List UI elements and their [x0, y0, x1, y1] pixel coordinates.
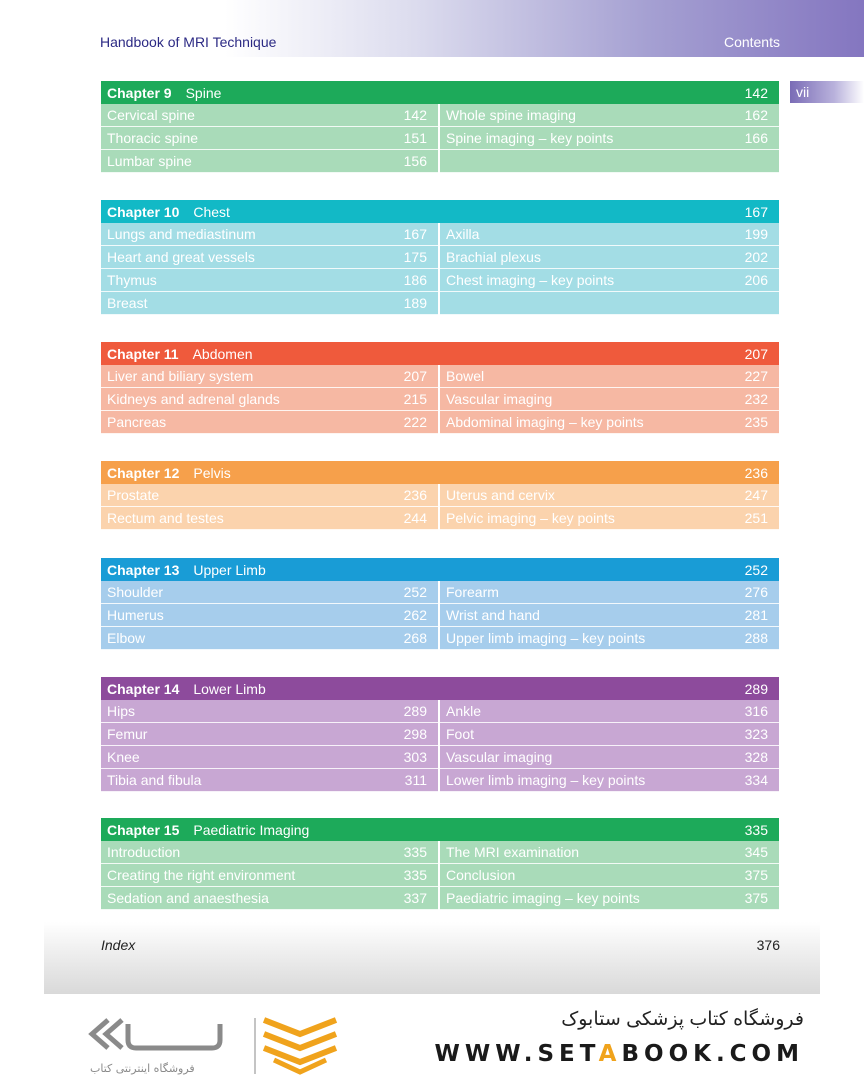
entry-title: Uterus and cervix — [446, 487, 555, 503]
entry-title: Whole spine imaging — [446, 107, 576, 123]
entry-page: 328 — [744, 749, 768, 765]
entry-page: 207 — [403, 368, 427, 384]
entries-column-right — [440, 104, 779, 173]
entry-title: Paediatric imaging – key points — [446, 890, 640, 906]
entry-page: 268 — [403, 630, 427, 646]
entry-page: 199 — [744, 226, 768, 242]
entry-page: 186 — [403, 272, 427, 288]
entry-title: Vascular imaging — [446, 749, 553, 765]
toc-entry[interactable] — [440, 581, 779, 604]
entry-title: Upper limb imaging – key points — [446, 630, 646, 646]
entry-title: Liver and biliary system — [107, 368, 254, 384]
toc-entry[interactable] — [440, 104, 779, 127]
entry-title: Elbow — [107, 630, 146, 646]
entry-title: Chest imaging – key points — [446, 272, 615, 288]
chapter-number: Chapter 9 — [107, 84, 172, 101]
logo-arrows-icon — [92, 1020, 122, 1048]
entry-page: 337 — [403, 890, 427, 906]
entry-title: Prostate — [107, 487, 160, 503]
entry-page: 303 — [403, 749, 427, 765]
entry-title: Thoracic spine — [107, 130, 199, 146]
toc-entry[interactable] — [440, 746, 779, 769]
toc-entry[interactable] — [101, 769, 438, 792]
toc-entry — [440, 150, 779, 173]
toc-entry[interactable] — [101, 484, 438, 507]
chapter-heading[interactable] — [101, 558, 779, 581]
store-name: فروشگاه کتاب پزشکی ستابوک — [561, 1009, 804, 1030]
toc-entry[interactable] — [440, 887, 779, 910]
arrow-left-inner — [106, 1020, 122, 1048]
entry-page: 162 — [744, 107, 768, 123]
toc-entry[interactable] — [101, 841, 438, 864]
entry-title: Pancreas — [107, 414, 167, 430]
entry-title: Lungs and mediastinum — [107, 226, 256, 242]
entry-page: 222 — [403, 414, 427, 430]
chapter-title: Spine — [185, 84, 222, 101]
entry-title: Cervical spine — [107, 107, 195, 123]
index-label[interactable]: Index — [101, 937, 136, 953]
book-title: Handbook of MRI Technique — [100, 34, 277, 50]
entries-column-right — [440, 700, 779, 792]
entry-page: 276 — [744, 584, 768, 600]
entry-page: 335 — [403, 844, 427, 860]
toc-entry[interactable] — [101, 292, 438, 315]
toc-entry — [440, 292, 779, 315]
url-highlight: A — [598, 1041, 622, 1067]
toc-entry[interactable] — [440, 223, 779, 246]
entry-page: 166 — [744, 130, 768, 146]
toc-entry[interactable] — [440, 769, 779, 792]
entry-page: 281 — [744, 607, 768, 623]
entry-page: 375 — [744, 867, 768, 883]
toc-entry[interactable] — [101, 246, 438, 269]
footer-store — [435, 1008, 804, 1067]
chapter-title: Paediatric Imaging — [193, 821, 310, 838]
entry-title: Pelvic imaging – key points — [446, 510, 615, 526]
entry-page: 244 — [403, 510, 427, 526]
entry-title: Humerus — [107, 607, 164, 623]
entry-title: Vascular imaging — [446, 391, 553, 407]
entry-title: Creating the right environment — [107, 867, 296, 883]
chapter-block — [101, 200, 779, 315]
entry-page: 298 — [403, 726, 427, 742]
entry-page: 142 — [403, 107, 427, 123]
entry-title: Hips — [107, 703, 136, 719]
url-prefix: WWW.SET — [434, 1041, 599, 1067]
entry-page: 232 — [744, 391, 768, 407]
chapter-number: Chapter 11 — [107, 345, 179, 362]
chapter-page: 142 — [744, 84, 768, 101]
logo-divider — [254, 1018, 256, 1074]
entry-title: Breast — [107, 295, 148, 311]
chapter-page: 236 — [744, 464, 768, 481]
entry-page: 375 — [744, 890, 768, 906]
chapter-block — [101, 558, 779, 650]
chapter-title: Pelvis — [193, 464, 231, 481]
toc-entry[interactable] — [101, 864, 438, 887]
entry-page: 175 — [403, 249, 427, 265]
entry-page: 323 — [744, 726, 768, 742]
toc-entry[interactable] — [101, 269, 438, 292]
index-page-number: 376 — [756, 937, 780, 953]
entry-page: 251 — [744, 510, 768, 526]
toc-entry[interactable] — [101, 700, 438, 723]
entries-column-right — [440, 223, 779, 315]
entry-page: 202 — [744, 249, 768, 265]
chapter-title: Chest — [193, 203, 230, 220]
chapter-page: 167 — [744, 203, 768, 220]
entry-page: 156 — [403, 153, 427, 169]
toc-entry[interactable] — [440, 841, 779, 864]
entry-page: 311 — [404, 772, 427, 788]
toc-entry[interactable] — [101, 507, 438, 530]
store-url[interactable] — [435, 1041, 804, 1067]
entry-page: 236 — [403, 487, 427, 503]
entry-title: Forearm — [446, 584, 499, 600]
chapter-heading[interactable] — [101, 818, 779, 841]
toc-entry[interactable] — [440, 246, 779, 269]
entry-page: 189 — [403, 295, 427, 311]
entries-column-left — [101, 700, 440, 792]
entry-title: The MRI examination — [446, 844, 580, 860]
chapter-number: Chapter 13 — [107, 561, 180, 578]
toc-entry[interactable] — [440, 700, 779, 723]
entry-title: Bowel — [446, 368, 485, 384]
section-title: Contents — [723, 34, 780, 50]
page-number-tab: vii — [790, 81, 864, 103]
book-stack-icon — [264, 1020, 336, 1072]
toc-entry[interactable] — [101, 411, 438, 434]
entry-page: 345 — [744, 844, 768, 860]
chapter-page: 289 — [744, 680, 768, 697]
entry-title: Lumbar spine — [107, 153, 192, 169]
toc-entry[interactable] — [101, 223, 438, 246]
chapter-title: Lower Limb — [193, 680, 266, 697]
chapter-number: Chapter 14 — [107, 680, 180, 697]
entry-page: 167 — [403, 226, 427, 242]
entry-title: Knee — [107, 749, 140, 765]
toc-entry[interactable] — [101, 150, 438, 173]
entry-title: Brachial plexus — [446, 249, 541, 265]
setabook-logo — [84, 1014, 344, 1078]
entry-title: Foot — [446, 726, 475, 742]
chapter-title: Abdomen — [192, 345, 253, 362]
toc-entry[interactable] — [440, 484, 779, 507]
chapter-page: 335 — [744, 821, 768, 838]
toc-entry[interactable] — [101, 104, 438, 127]
entry-title: Tibia and fibula — [107, 772, 202, 788]
entries-column-left — [101, 484, 440, 530]
entry-page: 227 — [744, 368, 768, 384]
chapter-heading[interactable] — [101, 342, 779, 365]
entry-page: 252 — [403, 584, 427, 600]
toc-entry[interactable] — [440, 627, 779, 650]
entry-title: Abdominal imaging – key points — [446, 414, 644, 430]
chapter-heading[interactable] — [101, 461, 779, 484]
entries-column-right — [440, 484, 779, 530]
toc-entry[interactable] — [440, 411, 779, 434]
entry-page: 247 — [744, 487, 768, 503]
chapter-page: 252 — [744, 561, 768, 578]
entry-title: Conclusion — [446, 867, 516, 883]
chapter-heading[interactable] — [101, 81, 779, 104]
entry-page: 235 — [744, 414, 768, 430]
entry-title: Axilla — [446, 226, 480, 242]
logo-tagline: فروشگاه اینترنتی کتاب — [90, 1062, 195, 1075]
entry-title: Rectum and testes — [107, 510, 224, 526]
chapter-block — [101, 342, 779, 434]
chapter-number: Chapter 10 — [107, 203, 180, 220]
entry-title: Kidneys and adrenal glands — [107, 391, 280, 407]
toc-entry[interactable] — [440, 388, 779, 411]
url-suffix: BOOK.COM — [621, 1041, 804, 1067]
toc-entry[interactable] — [440, 269, 779, 292]
entry-page: 206 — [744, 272, 768, 288]
entry-page: 262 — [403, 607, 427, 623]
entry-title: Femur — [107, 726, 148, 742]
toc-entry[interactable] — [101, 604, 438, 627]
toc-entry[interactable] — [101, 887, 438, 910]
chapter-block — [101, 677, 779, 792]
index-band — [44, 922, 820, 994]
entry-page: 289 — [403, 703, 427, 719]
toc-entry[interactable] — [101, 365, 438, 388]
toc-entry[interactable] — [440, 864, 779, 887]
entry-page: 335 — [403, 867, 427, 883]
toc-entry[interactable] — [101, 723, 438, 746]
toc-entry[interactable] — [101, 388, 438, 411]
entry-title: Heart and great vessels — [107, 249, 255, 265]
entry-title: Shoulder — [107, 584, 164, 600]
entry-title: Ankle — [446, 703, 482, 719]
entry-title: Sedation and anaesthesia — [107, 890, 269, 906]
entry-page: 151 — [403, 130, 427, 146]
entry-title: Introduction — [107, 844, 181, 860]
entry-title: Thymus — [107, 272, 157, 288]
chapter-block — [101, 81, 779, 173]
entry-page: 288 — [744, 630, 768, 646]
entry-title: Lower limb imaging – key points — [446, 772, 646, 788]
logo-wordmark-shape — [128, 1024, 220, 1048]
entries-column-left — [101, 223, 440, 315]
entries-column-left — [101, 104, 440, 173]
chapter-number: Chapter 12 — [107, 464, 180, 481]
toc-entry[interactable] — [101, 127, 438, 150]
entries-column-right — [440, 841, 779, 910]
toc-entry[interactable] — [440, 604, 779, 627]
entries-column-right — [440, 365, 779, 434]
entry-title: Wrist and hand — [446, 607, 540, 623]
toc-entry[interactable] — [101, 746, 438, 769]
entry-page: 334 — [744, 772, 768, 788]
chapter-title: Upper Limb — [193, 561, 266, 578]
chapter-number: Chapter 15 — [107, 821, 180, 838]
chapter-block — [101, 461, 779, 530]
chapter-block — [101, 818, 779, 910]
toc-entry[interactable] — [440, 723, 779, 746]
entries-column-right — [440, 581, 779, 650]
entries-column-left — [101, 581, 440, 650]
chapter-page: 207 — [744, 345, 768, 362]
toc-entry[interactable] — [440, 127, 779, 150]
entries-column-left — [101, 365, 440, 434]
entry-page: 215 — [403, 391, 427, 407]
toc-entry[interactable] — [101, 627, 438, 650]
entry-page: 316 — [744, 703, 768, 719]
entries-column-left — [101, 841, 440, 910]
chapter-heading[interactable] — [101, 677, 779, 700]
entry-title: Spine imaging – key points — [446, 130, 614, 146]
chapter-heading[interactable] — [101, 200, 779, 223]
toc-entry[interactable] — [101, 581, 438, 604]
toc-entry[interactable] — [440, 365, 779, 388]
toc-entry[interactable] — [440, 507, 779, 530]
